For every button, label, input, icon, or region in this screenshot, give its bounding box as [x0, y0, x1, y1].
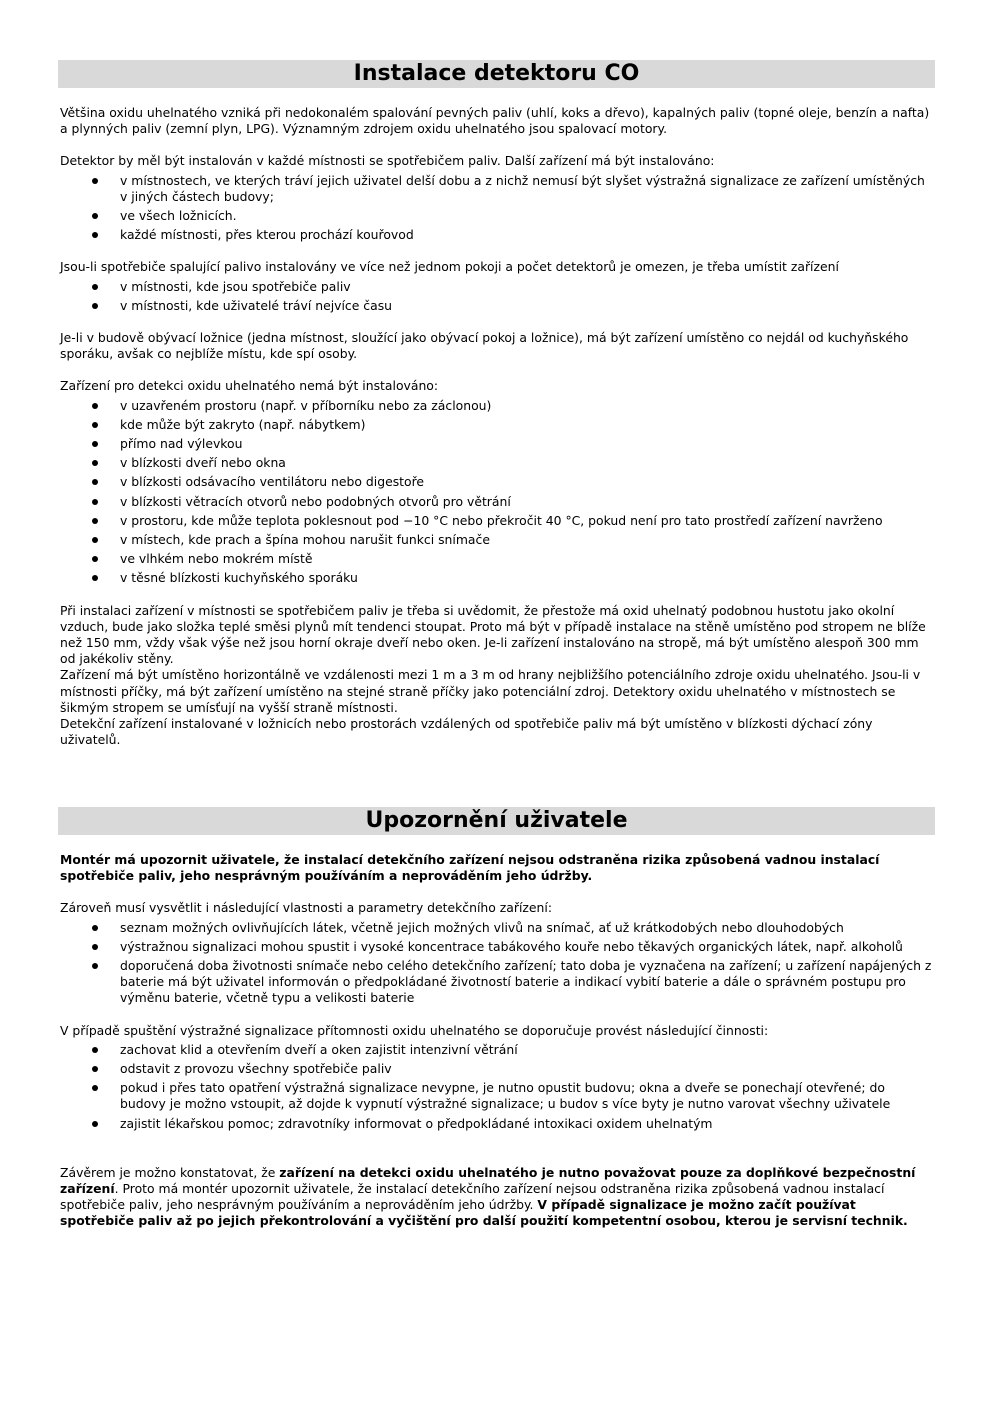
bullet-icon — [92, 213, 98, 219]
section-heading-installation: Instalace detektoru CO — [58, 60, 935, 88]
paragraph-bedroom-placement: Detekční zařízení instalované v ložnicích nebo prostorách vzdálených od spotřebiče paliv má být umístěno v blízkosti dýchací zóny uživatelů. — [60, 716, 873, 748]
list-item: doporučená doba životnosti snímače nebo celého detekčního zařízení; tato doba je vyznačena na zařízení; u zařízení napájených z baterie má být uživatel informován o předpokládané životností baterie a indikací vybití baterie a dále o správném postupu pro výměnu baterie, včetně typu a velikosti baterie — [60, 958, 934, 1007]
bullet-icon — [92, 575, 98, 581]
list-priority-rooms — [60, 279, 934, 314]
paragraph-co-sources: Většina oxidu uhelnatého vzniká při nedokonalém spalování pevných paliv (uhlí, koks a dřevo), kapalných paliv (topné oleje, benzín a nafta) a plynných paliv (zemní plyn, LPG). Významným zdrojem oxidu uhelnatého jsou spalovací motory. — [60, 105, 930, 137]
list-item: ve všech ložnicích. — [60, 208, 934, 224]
paragraph-not-install: Zařízení pro detekci oxidu uhelnatého nemá být instalováno: — [60, 378, 439, 394]
bullet-icon — [92, 1047, 98, 1053]
list-item: v blízkosti dveří nebo okna — [60, 455, 934, 471]
paragraph-limited-detectors: Jsou-li spotřebiče spalující palivo instalovány ve více než jednom pokoji a počet detektorů je omezen, je třeba umístit zařízení — [60, 259, 839, 275]
bullet-icon — [92, 499, 98, 505]
bullet-icon — [92, 963, 98, 969]
list-item: v místnosti, kde uživatelé tráví nejvíce času — [60, 298, 934, 314]
paragraph-installer-warning: Montér má upozornit uživatele, že instalací detekčního zařízení nejsou odstraněna rizika způsobená vadnou instalací spotřebiče paliv, jeho nesprávným používáním a neprováděním jeho údržby. — [60, 852, 880, 884]
list-item: v blízkosti odsávacího ventilátoru nebo digestoře — [60, 474, 934, 490]
list-item: v místech, kde prach a špína mohou narušit funkci snímače — [60, 532, 934, 548]
section-user-notice-body — [60, 852, 934, 1230]
list-forbidden-locations — [60, 398, 934, 587]
bullet-icon — [92, 479, 98, 485]
list-additional-locations — [60, 173, 934, 244]
bullet-icon — [92, 925, 98, 931]
bullet-icon — [92, 422, 98, 428]
list-item: odstavit z provozu všechny spotřebiče paliv — [60, 1061, 934, 1077]
paragraph-alarm-actions: V případě spuštění výstražné signalizace přítomnosti oxidu uhelnatého se doporučuje provést následující činnosti: — [60, 1022, 769, 1038]
list-item: v místnostech, ve kterých tráví jejich uživatel delší dobu a z nichž nemusí být slyšet výstražná signalizace ze zařízení umístěných v jiných částech budovy; — [60, 173, 934, 205]
list-item: zachovat klid a otevřením dveří a oken zajistit intenzivní větrání — [60, 1042, 934, 1058]
paragraph-mounting-height: Při instalaci zařízení v místnosti se spotřebičem paliv je třeba si uvědomit, že přestože má oxid uhelnatý podobnou hustotu jako okolní vzduch, bude jako složka teplé směsi plynů mít tendenci stoupat. Proto má být v případě instalace na stěně umístěno pod stropem ne blíže než 150 mm, vždy však výše než jsou horní okraje dveří nebo oken. Je-li zařízení instalováno na stropě, má být umístěno alespoň 300 mm od jakékoliv stěny. — [60, 602, 926, 667]
list-item: v blízkosti větracích otvorů nebo podobných otvorů pro větrání — [60, 494, 934, 510]
list-item: přímo nad výlevkou — [60, 436, 934, 452]
list-item: výstražnou signalizaci mohou spustit i vysoké koncentrace tabákového kouře nebo těkavých organických látek, např. alkoholů — [60, 939, 934, 955]
bullet-icon — [92, 232, 98, 238]
bullet-icon — [92, 403, 98, 409]
bullet-icon — [92, 1121, 98, 1127]
list-item: v uzavřeném prostoru (např. v příborníku nebo za záclonou) — [60, 398, 934, 414]
list-alarm-actions — [60, 1042, 934, 1132]
paragraph-explain-parameters: Zároveň musí vysvětlit i následující vlastnosti a parametry detekčního zařízení: — [60, 900, 553, 916]
bullet-icon — [92, 284, 98, 290]
bullet-icon — [92, 303, 98, 309]
bullet-icon — [92, 537, 98, 543]
list-item: v místnosti, kde jsou spotřebiče paliv — [60, 279, 934, 295]
bullet-icon — [92, 518, 98, 524]
bullet-icon — [92, 460, 98, 466]
list-item: zajistit lékařskou pomoc; zdravotníky informovat o předpokládané intoxikaci oxidem uhelnatým — [60, 1116, 934, 1132]
bullet-icon — [92, 1085, 98, 1091]
section-heading-user-notice: Upozornění uživatele — [58, 807, 935, 835]
bullet-icon — [92, 178, 98, 184]
bullet-icon — [92, 441, 98, 447]
list-detector-parameters — [60, 920, 934, 1007]
section-installation-body — [60, 105, 934, 749]
bullet-icon — [92, 556, 98, 562]
list-item: ve vlhkém nebo mokrém místě — [60, 551, 934, 567]
list-item: seznam možných ovlivňujících látek, včetně jejich možných vlivů na snímač, ať už krátkodobých nebo dlouhodobých — [60, 920, 934, 936]
list-item: v těsné blízkosti kuchyňského sporáku — [60, 570, 934, 586]
list-item: v prostoru, kde může teplota poklesnout pod −10 °C nebo překročit 40 °C, pokud není pro tato prostředí zařízení navrženo — [60, 513, 934, 529]
bullet-icon — [92, 944, 98, 950]
paragraph-mounting-distance: Zařízení má být umístěno horizontálně ve vzdálenosti mezi 1 m a 3 m od hrany nejbližšího potenciálního zdroje oxidu uhelnatého. Jsou-li v místnosti příčky, má být zařízení umístěno na stejné straně příčky jako potenciální zdroj. Detektory oxidu uhelnatého v místnostech se šikmým stropem se umísťují na vyšší straně místnosti. — [60, 667, 921, 715]
bullet-icon — [92, 1066, 98, 1072]
list-item: kde může být zakryto (např. nábytkem) — [60, 417, 934, 433]
paragraph-conclusion: Závěrem je možno konstatovat, že zařízení na detekci oxidu uhelnatého je nutno považovat pouze za doplňkové bezpečnostní zařízení. Proto má montér upozornit uživatele, že instalací detekčního zařízení nejsou odstraněna rizika způsobená vadnou instalací spotřebiče paliv, jeho nesprávným používáním a neprováděním jeho údržby. V případě signalizace je možno začít používat spotřebiče paliv až po jejich překontrolování a vyčištění pro další použití kompetentní osobou, kterou je servisní technik. — [60, 1164, 916, 1229]
paragraph-detector-placement: Detektor by měl být instalován v každé místnosti se spotřebičem paliv. Další zařízení má být instalováno: — [60, 153, 715, 169]
list-item: pokud i přes tato opatření výstražná signalizace nevypne, je nutno opustit budovu; okna a dveře se ponechají otevřené; do budovy je možno vstoupit, až dojde k vypnutí výstražné signalizace; u budov s více byty je nutno varovat všechny uživatele — [60, 1080, 934, 1112]
list-item: každé místnosti, přes kterou prochází kouřovod — [60, 227, 934, 243]
paragraph-bedsit: Je-li v budově obývací ložnice (jedna místnost, sloužící jako obývací pokoj a ložnice), má být zařízení umístěno co nejdál od kuchyňského sporáku, avšak co nejblíže místu, kde spí osoby. — [60, 330, 909, 362]
